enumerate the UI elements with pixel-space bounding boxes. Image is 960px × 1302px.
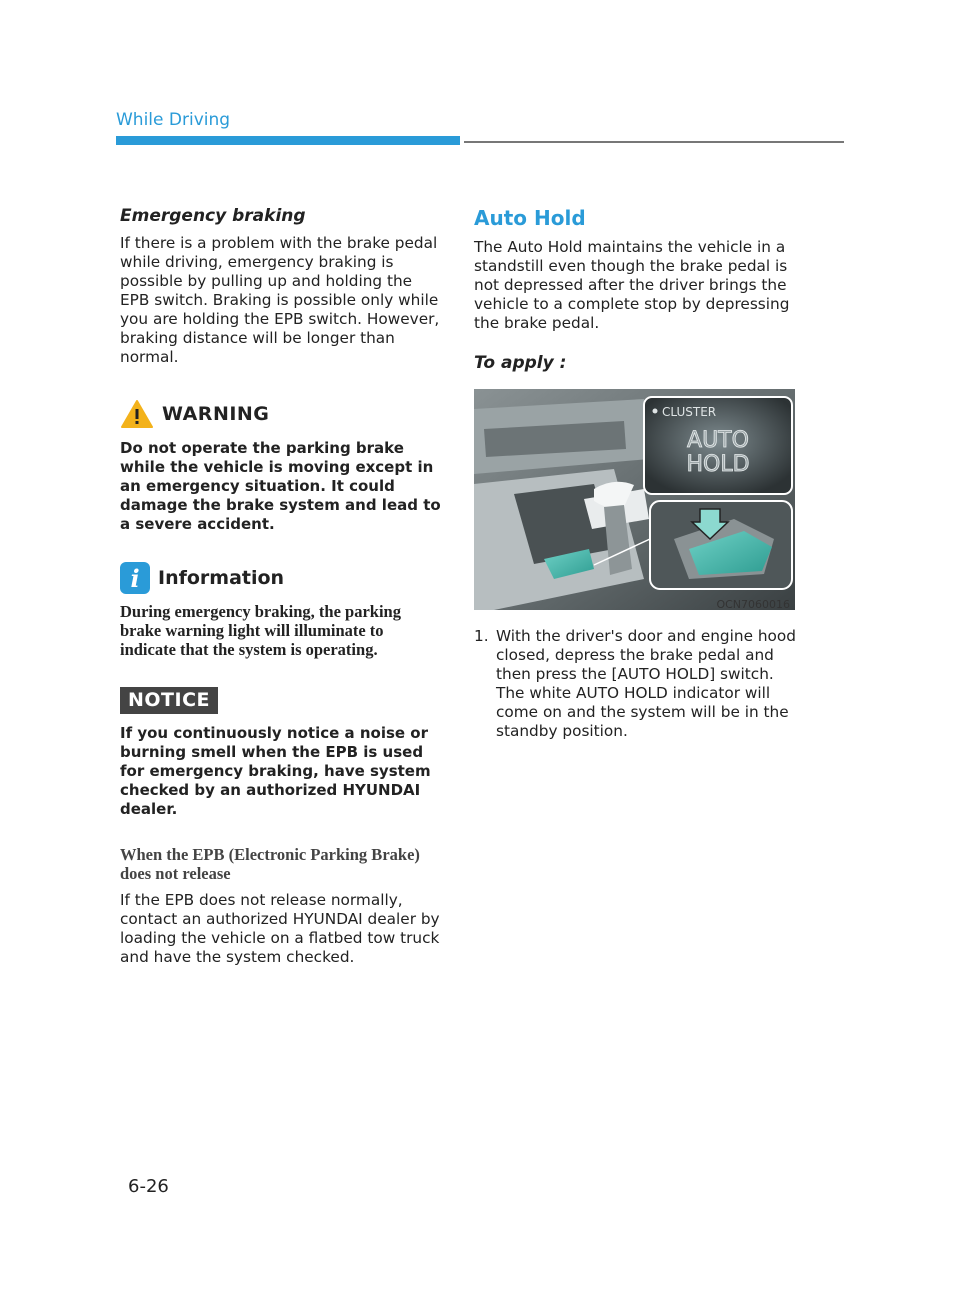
auto-label: AUTO [687,428,749,453]
step-text: With the driver's door and engine hood closed, depress the brake pedal and then press the [AUTO HOLD] switch. The white AUTO HOLD indicator will come on and the system will be in the standby position. [496,627,796,740]
image-caption: OCN7060016 [716,598,790,611]
header-accent-bar [116,136,460,145]
hold-label: HOLD [686,452,750,477]
information-icon: i [120,562,150,594]
cluster-label: CLUSTER [662,405,717,419]
header-rule [464,141,844,143]
left-column [120,206,442,967]
information-label: Information [158,567,285,589]
section-title: While Driving [116,110,231,130]
warning-header [120,399,442,429]
epb-release-text: If the EPB does not release normally, contact an authorized HYUNDAI dealer by loading the vehicle on a flatbed tow truck and have the system checked. [120,891,440,966]
information-text: During emergency braking, the parking brake warning light will illuminate to indicate that the system is operating. [120,602,401,659]
auto-hold-text: The Auto Hold maintains the vehicle in a standstill even though the brake pedal is not depressed after the driver brings the vehicle to a complete stop by depressing the brake pedal. [474,238,790,332]
emergency-braking-heading: Emergency braking [120,206,306,226]
right-column [474,206,796,741]
warning-text: Do not operate the parking brake while the vehicle is moving except in an emergency situation. It could damage the brake system and lead to a severe accident. [120,439,441,533]
warning-label: WARNING [162,403,270,425]
step-number: 1. [474,627,489,645]
auto-hold-switch-illustration [474,389,795,610]
page-number: 6-26 [128,1176,169,1197]
step-item [474,627,796,741]
information-header [120,562,442,594]
notice-text: If you continuously notice a noise or burning smell when the EPB is used for emergency braking, have system checked by an authorized HYUNDAI dealer. [120,724,431,818]
notice-badge: NOTICE [120,687,218,714]
auto-hold-heading: Auto Hold [474,206,586,230]
to-apply-heading: To apply : [474,353,567,373]
emergency-braking-text: If there is a problem with the brake pedal while driving, emergency braking is possible by pulling up and holding the EPB switch. Braking is possible only while you are holding the EPB switch. However, braking distance will be longer than normal. [120,234,440,366]
warning-triangle-icon [120,399,154,429]
epb-release-heading: When the EPB (Electronic Parking Brake) does not release [120,845,420,883]
